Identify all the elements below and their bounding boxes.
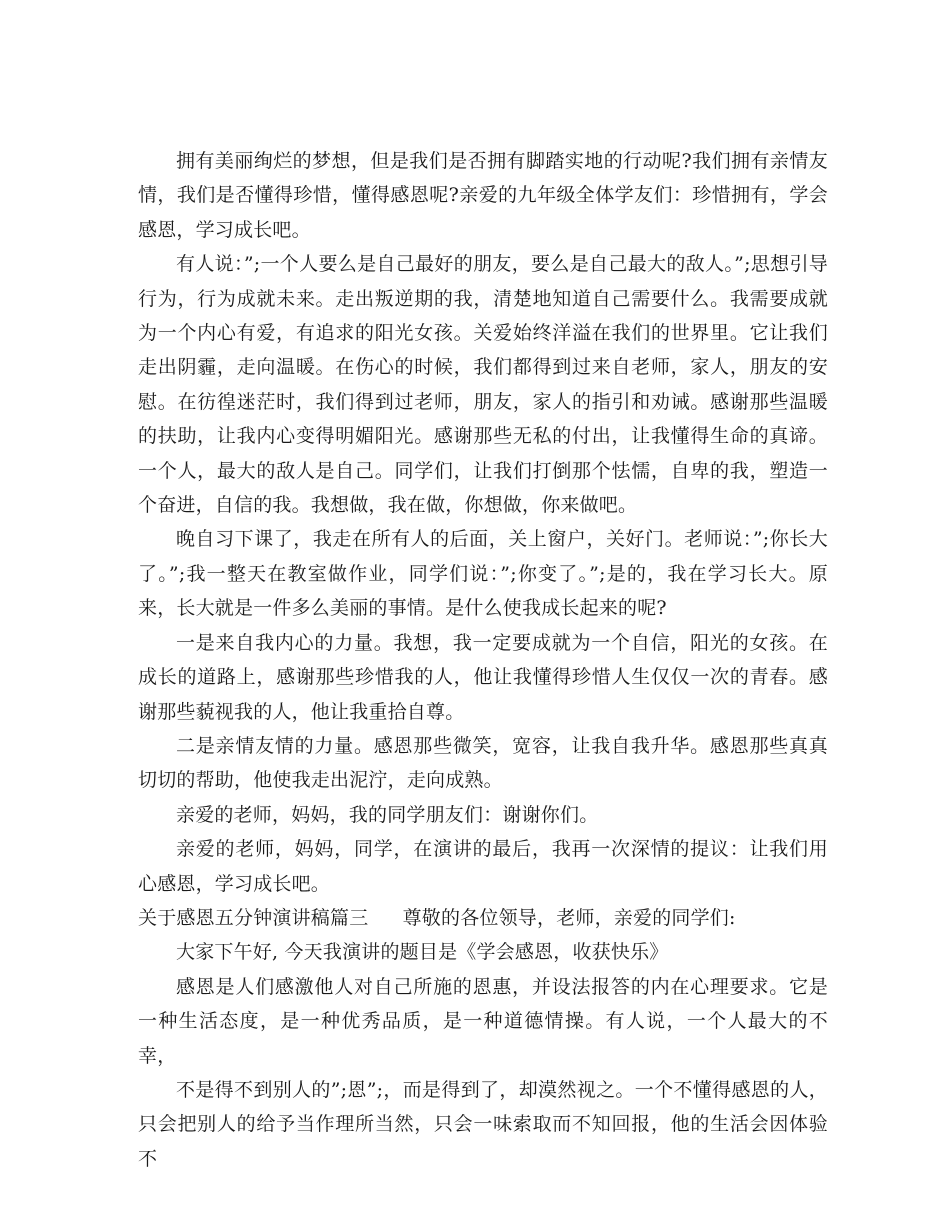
paragraph-7: 亲爱的老师，妈妈，同学，在演讲的最后，我再一次深情的提议：让我们用心感恩，学习成长吧。 <box>138 838 828 895</box>
document-body <box>138 144 828 1176</box>
paragraph-10: 不是得不到别人的”;恩”;，而是得到了，却漠然视之。一个不懂得感恩的人，只会把别人的给予当作理所当然，只会一味索取而不知回报，他的生活会因体验不 <box>138 1078 828 1170</box>
section-heading-line <box>138 901 828 935</box>
section-heading: 关于感恩五分钟演讲稿篇三 <box>138 906 369 929</box>
paragraph-1: 拥有美丽绚烂的梦想，但是我们是否拥有脚踏实地的行动呢?我们拥有亲情友情，我们是否懂得珍惜，懂得感恩呢?亲爱的九年级全体学友们：珍惜拥有，学会感恩，学习成长吧。 <box>138 150 828 241</box>
paragraph-8: 大家下午好, 今天我演讲的题目是《学会感恩，收获快乐》 <box>176 941 669 964</box>
salutation: 尊敬的各位领导，老师，亲爱的同学们: <box>402 906 736 929</box>
paragraph-3: 晚自习下课了，我走在所有人的后面，关上窗户，关好门。老师说：”;你长大了。”;我一整天在教室做作业，同学们说：”;你变了。”;是的，我在学习长大。原来，长大就是一件多么美丽的事情。是什么使我成长起来的呢? <box>138 528 828 620</box>
paragraph-2: 有人说：”;一个人要么是自己最好的朋友，要么是自己最大的敌人。”;思想引导行为，行为成就未来。走出叛逆期的我，清楚地知道自己需要什么。我需要成就为一个内心有爱，有追求的阳光女孩。关爱始终洋溢在我们的世界里。它让我们走出阴霾，走向温暖。在伤心的时候，我们都得到过来自老师，家人，朋友的安慰。在彷徨迷茫时，我们得到过老师，朋友，家人的指引和劝诫。感谢那些温暖的扶助，让我内心变得明媚阳光。感谢那些无私的付出，让我懂得生命的真谛。一个人，最大的敌人是自己。同学们，让我们打倒那个怯懦，自卑的我，塑造一个奋进，自信的我。我想做，我在做，你想做，你来做吧。 <box>138 253 828 517</box>
paragraph-6: 亲爱的老师，妈妈，我的同学朋友们：谢谢你们。 <box>176 803 599 826</box>
paragraph-4: 一是来自我内心的力量。我想，我一定要成就为一个自信，阳光的女孩。在成长的道路上，感谢那些珍惜我的人，他让我懂得珍惜人生仅仅一次的青春。感谢那些藐视我的人，他让我重拾自尊。 <box>138 631 828 723</box>
paragraph-9: 感恩是人们感激他人对自己所施的恩惠，并设法报答的内在心理要求。它是一种生活态度，是一种优秀品质，是一种道德情操。有人说，一个人最大的不幸， <box>138 975 828 1067</box>
paragraph-5: 二是亲情友情的力量。感恩那些微笑，宽容，让我自我升华。感恩那些真真切切的帮助，他使我走出泥泞，走向成熟。 <box>138 734 828 792</box>
